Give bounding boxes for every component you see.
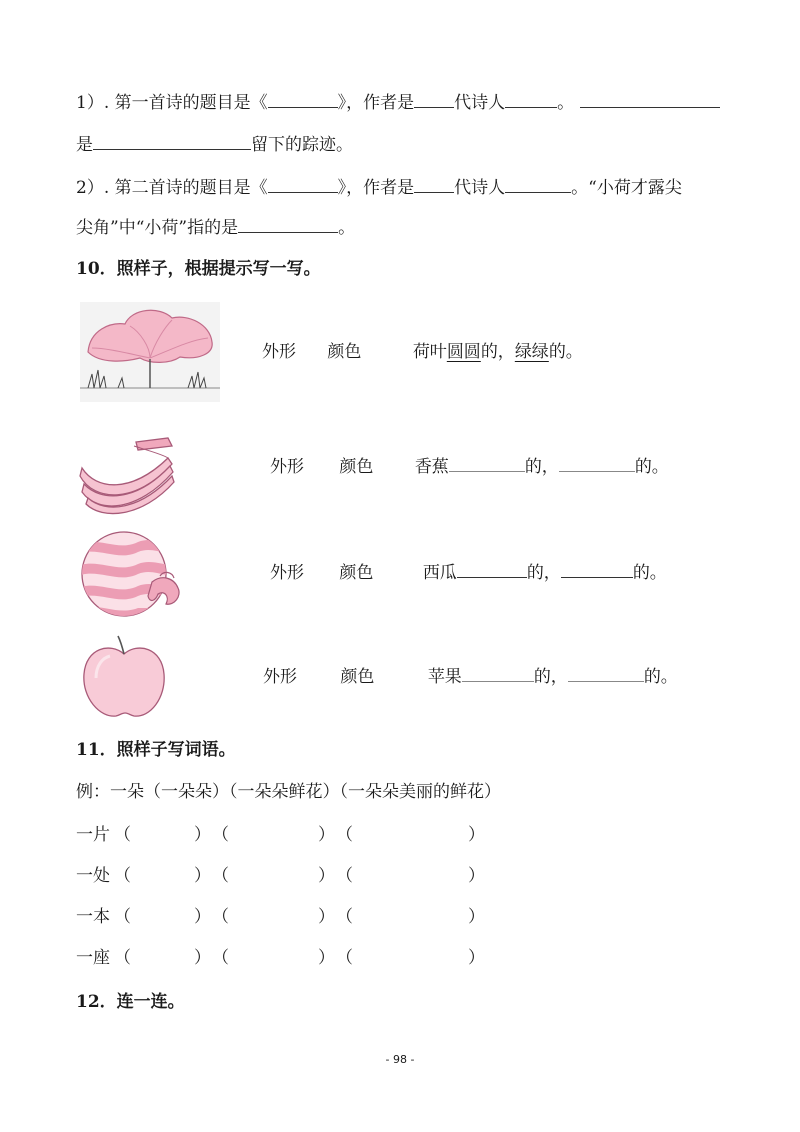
q9-line1-text-a: 1）. 第一首诗的题目是《	[76, 93, 268, 113]
q9-line1-text-c: 代诗人	[454, 93, 506, 113]
q11-row-word: 一处	[76, 866, 110, 886]
banana-name: 香蕉	[414, 457, 449, 477]
q10-heading: 10．照样子，根据提示写一写。	[76, 259, 321, 279]
q11-open-paren: （	[336, 948, 353, 968]
q11-row-word: 一座	[76, 948, 110, 968]
lotus-shape-label: 外形	[262, 342, 296, 362]
poem2-author-blank[interactable]	[505, 174, 571, 193]
q11-close-paren: ）	[318, 907, 335, 927]
apple-color-label: 颜色	[340, 667, 375, 687]
q11-open-paren: （	[114, 866, 131, 886]
q9-line-2	[76, 131, 353, 157]
banana-color-blank[interactable]	[559, 457, 635, 472]
watermelon-shape-label: 外形	[270, 563, 304, 583]
q11-answer-3[interactable]	[356, 823, 466, 843]
q9-line1-text-b: 》，作者是	[337, 93, 415, 113]
q11-open-paren: （	[212, 907, 229, 927]
q11-open-paren: （	[212, 866, 229, 886]
q11-open-paren: （	[212, 825, 229, 845]
q11-open-paren: （	[114, 907, 131, 927]
q11-answer-3[interactable]	[356, 864, 466, 884]
q11-answer-3[interactable]	[356, 905, 466, 925]
poem1-title-blank[interactable]	[268, 89, 338, 108]
watermelon-end: 的。	[632, 563, 667, 583]
watermelon-shape-blank[interactable]	[457, 563, 527, 578]
q9-line4-text-b: 。	[338, 218, 356, 238]
q11-open-paren: （	[114, 825, 131, 845]
apple-row	[263, 665, 678, 689]
watermelon-answer	[423, 561, 667, 585]
banana-answer	[415, 455, 669, 479]
watermelon-row	[270, 561, 667, 585]
lotus-example-prefix: 荷叶	[412, 342, 447, 362]
banana-illustration	[76, 428, 176, 518]
q11-row	[76, 905, 496, 929]
q11-answer-2[interactable]	[232, 823, 312, 843]
q11-example: 例：一朵（一朵朵）（一朵朵鲜花）（一朵朵美丽的鲜花）	[76, 782, 501, 802]
q11-row	[76, 946, 496, 970]
q11-row	[76, 864, 496, 888]
apple-mid: 的，	[533, 667, 568, 687]
q11-close-paren: ）	[194, 825, 211, 845]
q11-close-paren: ）	[468, 825, 485, 845]
q11-close-paren: ）	[318, 825, 335, 845]
lotus-example-color: 绿绿	[514, 342, 549, 362]
q11-answer-2[interactable]	[232, 864, 312, 884]
q9-line3-text-a: 2）. 第二首诗的题目是《	[76, 178, 268, 198]
q9-line2-text-b: 留下的踪迹。	[251, 135, 353, 155]
q9-line2-text-a: 是	[76, 135, 93, 155]
poem2-dynasty-blank[interactable]	[414, 174, 454, 193]
q9-line-1	[76, 89, 720, 115]
lotus-example-mid: 的，	[480, 342, 515, 362]
apple-name: 苹果	[427, 667, 462, 687]
q9-line1-text-d: 。	[557, 93, 575, 113]
q11-answer-1[interactable]	[134, 864, 194, 884]
page-number: - 98 -	[385, 1053, 415, 1066]
q11-answer-2[interactable]	[232, 946, 312, 966]
banana-row	[270, 455, 669, 479]
q11-close-paren: ）	[468, 948, 485, 968]
q9-line3-text-c: 代诗人	[454, 178, 506, 198]
watermelon-color-blank[interactable]	[561, 563, 633, 578]
apple-illustration	[80, 632, 170, 722]
q9-line-4	[76, 214, 355, 240]
poem1-dynasty-blank[interactable]	[414, 89, 454, 108]
apple-shape-label: 外形	[263, 667, 297, 687]
q11-close-paren: ）	[318, 866, 335, 886]
q11-close-paren: ）	[194, 907, 211, 927]
q11-open-paren: （	[212, 948, 229, 968]
lotus-color-label: 颜色	[327, 342, 362, 362]
q11-heading: 11．照样子写词语。	[76, 740, 236, 760]
apple-color-blank[interactable]	[568, 667, 644, 682]
banana-color-label: 颜色	[339, 457, 374, 477]
q11-row-word: 一片	[76, 825, 110, 845]
q11-open-paren: （	[336, 825, 353, 845]
q11-close-paren: ）	[468, 866, 485, 886]
lotus-leaf-illustration	[80, 302, 220, 402]
poem2-title-blank[interactable]	[268, 174, 338, 193]
poem1-author-blank[interactable]	[505, 89, 557, 108]
poem1-line-blank[interactable]	[580, 89, 720, 108]
q11-answer-1[interactable]	[134, 946, 194, 966]
q11-open-paren: （	[114, 948, 131, 968]
apple-shape-blank[interactable]	[462, 667, 534, 682]
lotus-example-end: 的。	[548, 342, 583, 362]
apple-end: 的。	[643, 667, 678, 687]
q11-answer-1[interactable]	[134, 905, 194, 925]
banana-shape-label: 外形	[270, 457, 304, 477]
q11-answer-1[interactable]	[134, 823, 194, 843]
banana-shape-blank[interactable]	[449, 457, 525, 472]
q11-close-paren: ）	[468, 907, 485, 927]
q11-answer-3[interactable]	[356, 946, 466, 966]
q11-close-paren: ）	[194, 866, 211, 886]
lotus-example	[413, 340, 583, 364]
q11-close-paren: ）	[194, 948, 211, 968]
watermelon-illustration	[78, 524, 188, 624]
apple-answer	[428, 665, 678, 689]
q11-open-paren: （	[336, 866, 353, 886]
q11-row-word: 一本	[76, 907, 110, 927]
q9-line3-text-d: 。“小荷才露尖	[571, 178, 682, 198]
q9-line4-text-a: 尖角”中“小荷”指的是	[76, 218, 239, 238]
banana-end: 的。	[634, 457, 669, 477]
lotus-row	[262, 340, 583, 364]
watermelon-mid: 的，	[526, 563, 561, 583]
q11-open-paren: （	[336, 907, 353, 927]
xiaohe-meaning-blank[interactable]	[238, 214, 338, 233]
q11-close-paren: ）	[318, 948, 335, 968]
lotus-example-shape: 圆圆	[446, 342, 481, 362]
q11-answer-2[interactable]	[232, 905, 312, 925]
banana-mid: 的，	[524, 457, 559, 477]
watermelon-name: 西瓜	[422, 563, 457, 583]
q11-row	[76, 823, 496, 847]
q9-line-3	[76, 174, 682, 200]
q9-line3-text-b: 》，作者是	[337, 178, 415, 198]
poem1-trace-blank[interactable]	[93, 131, 251, 150]
q12-heading: 12．连一连。	[76, 992, 185, 1012]
watermelon-color-label: 颜色	[339, 563, 374, 583]
